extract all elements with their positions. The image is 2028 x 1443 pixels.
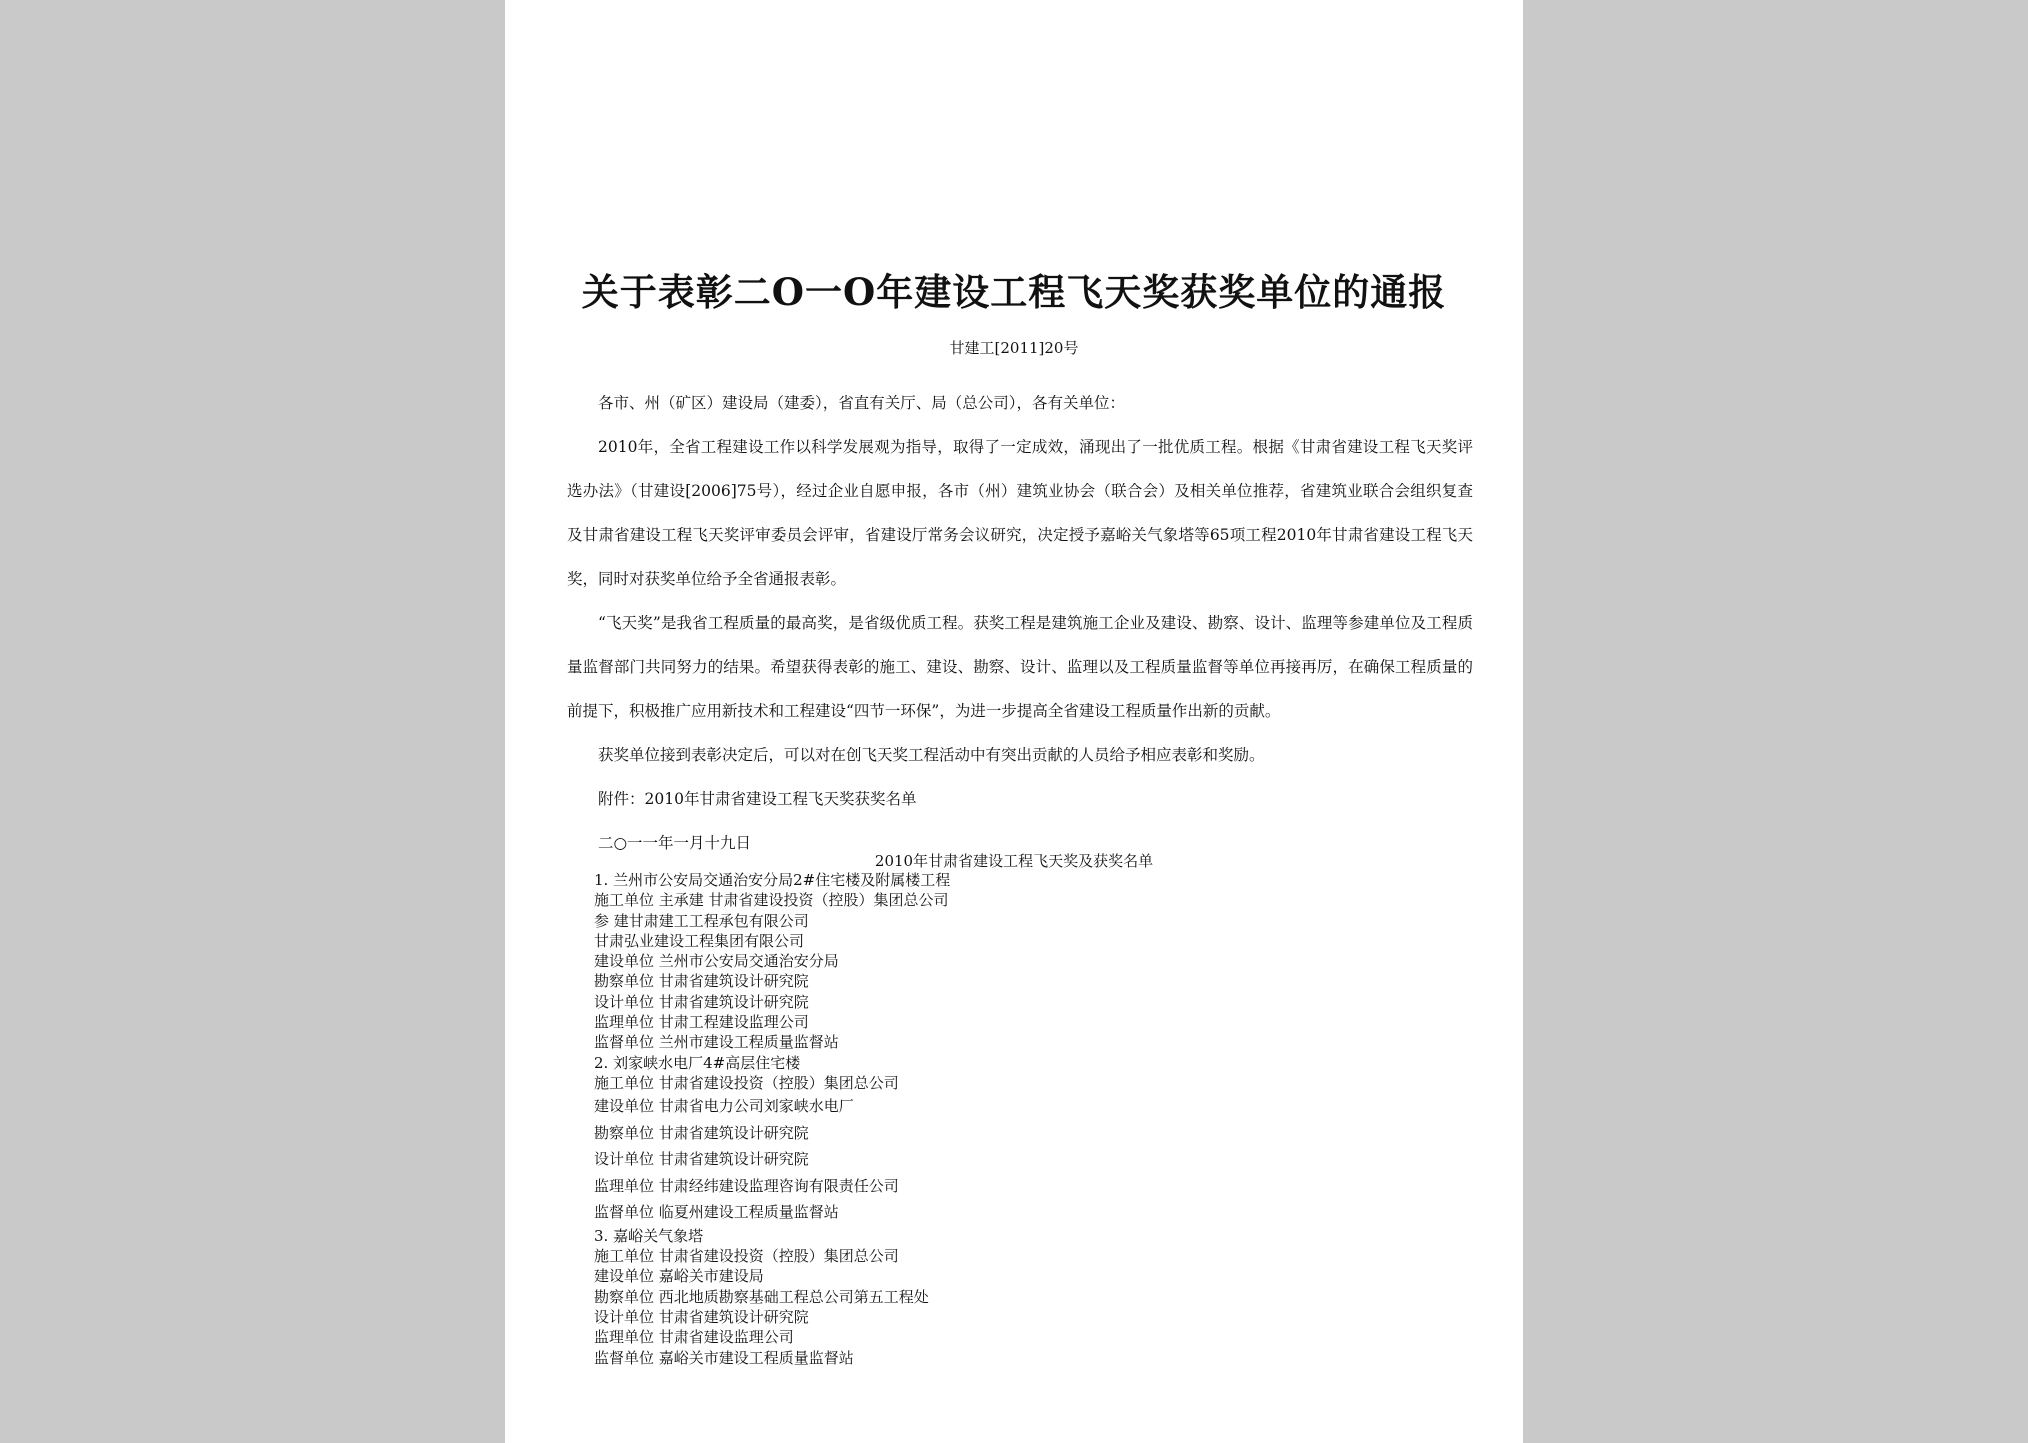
list-item: 设计单位 甘肃省建筑设计研究院 bbox=[594, 1307, 809, 1326]
document-number: 甘建工[2011]20号 bbox=[949, 339, 1079, 357]
award-list bbox=[594, 870, 1454, 1368]
body-paragraph: “飞天奖”是我省工程质量的最高奖，是省级优质工程。获奖工程是建筑施工企业及建设、勘察、设计、监理等参建单位及工程质量监督部门共同努力的结果。希望获得表彰的施工、建设、勘察、设计、监理以及工程质量监督等单位再接再厉，在确保工程质量的前提下，积极推广应用新技术和工程建设“四节一环保”，为进一步提高全省建设工程质量作出新的贡献。 bbox=[567, 614, 1473, 720]
list-item: 1. 兰州市公安局交通治安分局2#住宅楼及附属楼工程 bbox=[594, 871, 951, 889]
list-item: 甘肃弘业建设工程集团有限公司 bbox=[594, 931, 805, 950]
body-paragraph: 2010年，全省工程建设工作以科学发展观为指导，取得了一定成效，涌现出了一批优质工程。根据《甘肃省建设工程飞天奖评选办法》（甘建设[2006]75号），经过企业自愿申报，各市（州）建筑业协会（联合会）及相关单位推荐，省建筑业联合会组织复查及甘肃省建设工程飞天奖评审委员会评审，省建设厅常务会议研究，决定授予嘉峪关气象塔等65项工程2010年甘肃省建设工程飞天奖，同时对获奖单位给予全省通报表彰。 bbox=[567, 438, 1473, 588]
list-item: 3. 嘉峪关气象塔 bbox=[594, 1226, 704, 1245]
list-item: 施工单位 主承建 甘肃省建设投资（控股）集团总公司 bbox=[594, 891, 949, 910]
document-page bbox=[505, 0, 1523, 1443]
list-item: 监督单位 临夏州建设工程质量监督站 bbox=[594, 1203, 839, 1222]
list-item: 施工单位 甘肃省建设投资（控股）集团总公司 bbox=[594, 1073, 899, 1092]
list-item: 监督单位 嘉峪关市建设工程质量监督站 bbox=[594, 1348, 854, 1367]
list-item: 建设单位 嘉峪关市建设局 bbox=[594, 1267, 764, 1286]
list-item: 设计单位 甘肃省建筑设计研究院 bbox=[594, 992, 809, 1011]
list-item: 勘察单位 西北地质勘察基础工程总公司第五工程处 bbox=[594, 1287, 929, 1306]
list-item: 监理单位 甘肃工程建设监理公司 bbox=[594, 1013, 809, 1032]
list-item: 监理单位 甘肃经纬建设监理咨询有限责任公司 bbox=[594, 1176, 899, 1195]
attachment-note: 附件：2010年甘肃省建设工程飞天奖获奖名单 bbox=[598, 790, 917, 808]
list-item: 建设单位 甘肃省电力公司刘家峡水电厂 bbox=[594, 1097, 854, 1116]
list-title: 2010年甘肃省建设工程飞天奖及获奖名单 bbox=[874, 852, 1154, 870]
salutation: 各市、州（矿区）建设局（建委），省直有关厅、局（总公司），各有关单位： bbox=[598, 394, 1126, 412]
list-item: 监督单位 兰州市建设工程质量监督站 bbox=[594, 1033, 839, 1052]
list-item: 2. 刘家峡水电厂4#高层住宅楼 bbox=[594, 1053, 801, 1072]
list-item: 勘察单位 甘肃省建筑设计研究院 bbox=[594, 972, 809, 991]
document-title: 关于表彰二O一O年建设工程飞天奖获奖单位的通报 bbox=[581, 270, 1447, 314]
list-item: 监理单位 甘肃省建设监理公司 bbox=[594, 1328, 794, 1347]
list-item: 勘察单位 甘肃省建筑设计研究院 bbox=[594, 1123, 809, 1142]
body-paragraph: 获奖单位接到表彰决定后，可以对在创飞天奖工程活动中有突出贡献的人员给予相应表彰和奖励。 bbox=[598, 746, 1265, 764]
document-body bbox=[567, 381, 1473, 865]
list-item: 设计单位 甘肃省建筑设计研究院 bbox=[594, 1150, 809, 1169]
list-item: 施工单位 甘肃省建设投资（控股）集团总公司 bbox=[594, 1247, 899, 1266]
list-item: 建设单位 兰州市公安局交通治安分局 bbox=[594, 952, 839, 971]
list-item: 参 建甘肃建工工程承包有限公司 bbox=[594, 911, 809, 930]
document-date: 二○一一年一月十九日 bbox=[598, 834, 752, 852]
